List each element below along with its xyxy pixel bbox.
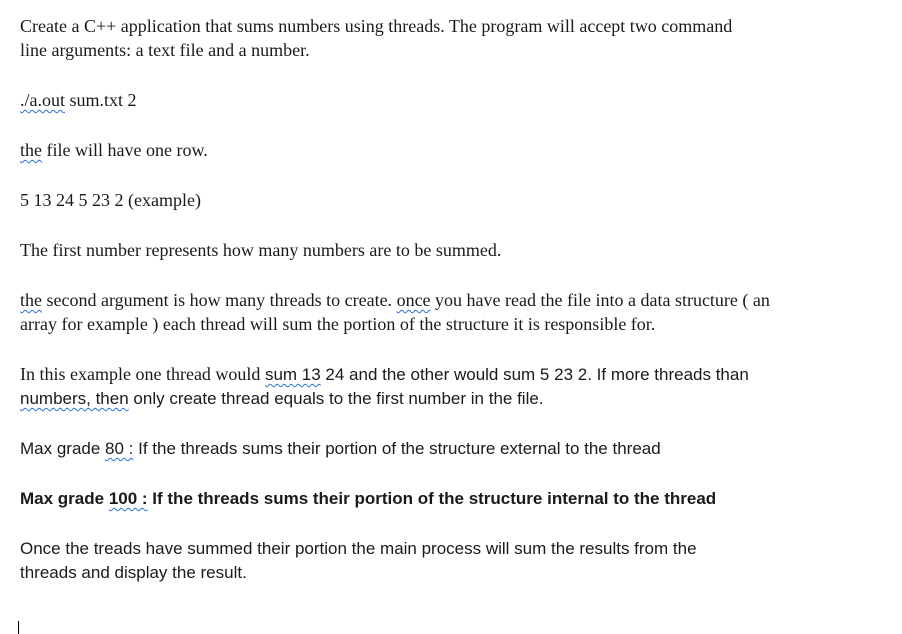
paragraph-max-grade-80 (20, 437, 890, 461)
max-grade-100-prefix: Max grade (20, 489, 109, 508)
spellcheck-phrase-numbers-then[interactable]: numbers, then (20, 389, 129, 408)
paragraph-conclusion-line1: Once the treads have summed their portion the main process will sum the results from the (20, 539, 697, 558)
file-row-text: file will have one row. (42, 140, 208, 160)
command-args-text: sum.txt 2 (65, 90, 137, 110)
example-threads-line2-text: only create thread equals to the first number in the file. (128, 389, 544, 408)
spellcheck-word-the[interactable]: the (20, 140, 42, 160)
paragraph-example: 5 13 24 5 23 2 (example) (20, 190, 201, 210)
spellcheck-word-the-2[interactable]: the (20, 290, 42, 310)
paragraph-example-threads-line2 (20, 387, 890, 411)
second-argument-text-1: second argument is how many threads to create. (42, 290, 397, 310)
paragraph-command (20, 88, 890, 112)
text-cursor (18, 621, 19, 634)
paragraph-file-row (20, 138, 890, 162)
spellcheck-phrase-sum-13[interactable]: sum 13 (264, 365, 321, 384)
paragraph-intro-line2: line arguments: a text file and a number. (20, 40, 310, 60)
paragraph-second-argument-line2: array for example ) each thread will sum the portion of the structure it is responsible for. (20, 314, 656, 334)
spellcheck-word-100[interactable]: 100 : (108, 489, 148, 508)
paragraph-conclusion-line2: threads and display the result. (20, 563, 247, 582)
example-threads-sans-text: 24 and the other would sum 5 23 2. If more threads than (320, 365, 749, 384)
second-argument-text-2: you have read the file into a data structure ( an (430, 290, 770, 310)
paragraph-example-threads-line1 (20, 362, 890, 387)
paragraph-max-grade-100 (20, 487, 890, 511)
paragraph-first-number: The first number represents how many numbers are to be summed. (20, 240, 502, 260)
example-threads-serif-text: In this example one thread would (20, 364, 265, 384)
spellcheck-word-aout[interactable]: ./a.out (20, 90, 65, 110)
spellcheck-word-once[interactable]: once (396, 290, 431, 310)
paragraph-second-argument-line1 (20, 288, 890, 312)
paragraph-intro-line1: Create a C++ application that sums numbers using threads. The program will accept two command (20, 16, 733, 36)
spellcheck-word-80[interactable]: 80 : (105, 439, 134, 458)
document-body[interactable] (20, 14, 890, 585)
max-grade-80-prefix: Max grade (20, 439, 106, 458)
max-grade-100-text: If the threads sums their portion of the structure internal to the thread (147, 489, 717, 508)
max-grade-80-text: If the threads sums their portion of the structure external to the thread (133, 439, 661, 458)
